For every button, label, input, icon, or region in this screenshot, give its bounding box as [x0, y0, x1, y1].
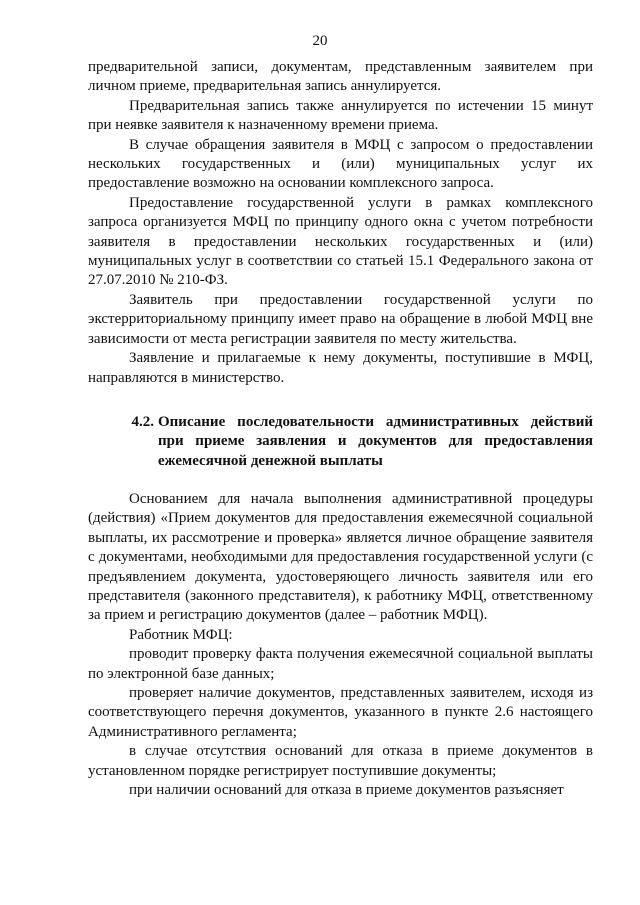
top-text-block	[88, 58, 593, 388]
section-title: Описание последовательности административных действий при приеме заявления и документов для предоставления ежемесячной денежной выплаты	[158, 414, 593, 469]
page-number: 20	[312, 33, 328, 49]
paragraph: при наличии оснований для отказа в приеме документов разъясняет	[129, 782, 564, 799]
section-heading	[88, 413, 593, 471]
paragraph: Заявитель при предоставлении государственной услуги по экстерриториальному принципу имеет право на обращение в любой МФЦ вне зависимости от места регистрации заявителя по месту жительства.	[88, 291, 593, 347]
paragraph: Предоставление государственной услуги в рамках комплексного запроса организуется МФЦ по принципу одного окна с учетом потребности заявителя в предоставлении нескольких государственных и (или) муниципальных услуг в соответствии со статьей 15.1 Федерального закона от 27.07.2010 № 210-ФЗ.	[88, 194, 593, 289]
paragraph: предварительной записи, документам, представленным заявителем при личном приеме, предварительная запись аннулируется.	[88, 59, 593, 95]
paragraph: проверяет наличие документов, представленных заявителем, исходя из соответствующего перечня документов, указанного в пункте 2.6 настоящего Административного регламента;	[88, 685, 593, 740]
section-number: 4.2.	[131, 414, 154, 430]
paragraph: Предварительная запись также аннулируется по истечении 15 минут при неявке заявителя к назначенному времени приема.	[88, 97, 593, 134]
paragraph: Заявление и прилагаемые к нему документы, поступившие в МФЦ, направляются в министерство.	[88, 350, 593, 386]
paragraph: Основанием для начала выполнения административной процедуры (действия) «Прием документов для предоставления ежемесячной социальной выплаты, их рассмотрение и проверка» является личное обращение заявителя с документами, необходимыми для предоставления государственной услуги (с предъявлением документа, удостоверяющего личность заявителя или его представителя (законного представителя), к работнику МФЦ, ответственному за прием и регистрацию документов (далее – работник МФЦ).	[88, 491, 593, 624]
paragraph: в случае отсутствия оснований для отказа в приеме документов в установленном порядке регистрирует поступившие документы;	[88, 743, 593, 779]
bottom-text-block	[88, 490, 593, 801]
paragraph: В случае обращения заявителя в МФЦ с запросом о предоставлении нескольких государственных и (или) муниципальных услуг их предоставление возможно на основании комплексного запроса.	[88, 136, 593, 192]
paragraph: проводит проверку факта получения ежемесячной социальной выплаты по электронной базе данных;	[88, 646, 593, 682]
paragraph: Работник МФЦ:	[129, 626, 233, 643]
section-heading-block	[88, 413, 593, 471]
